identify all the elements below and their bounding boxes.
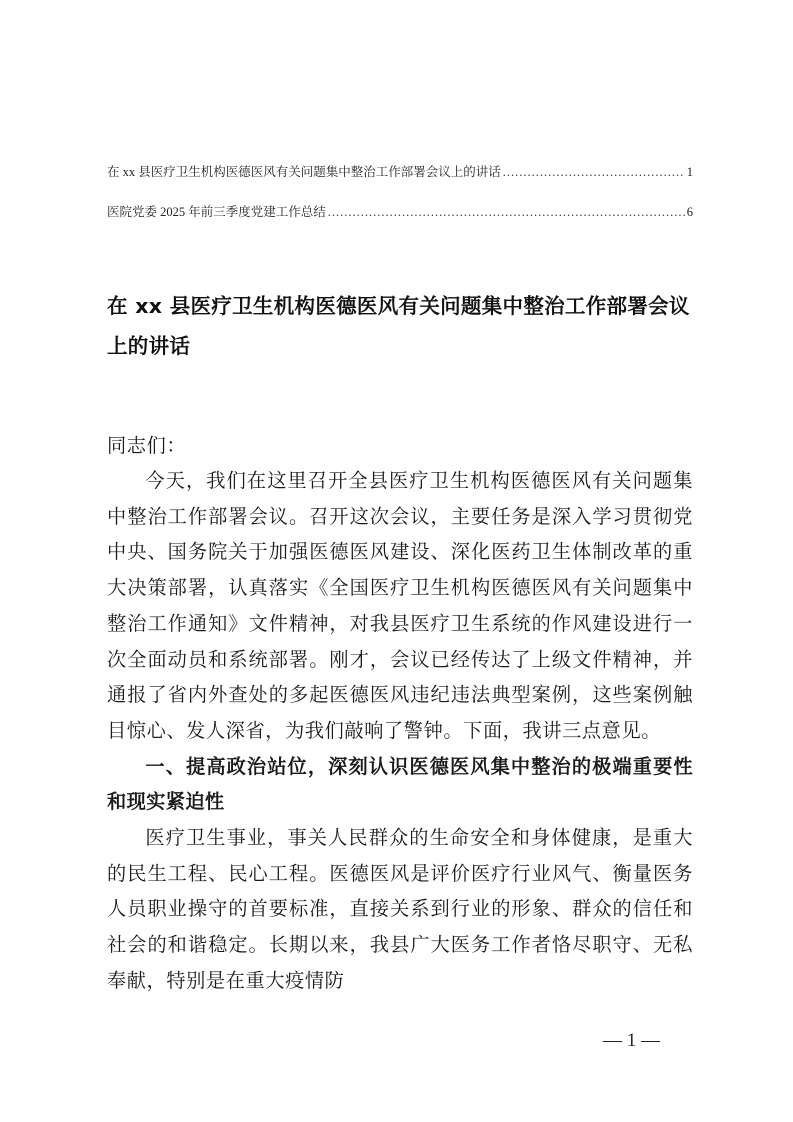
toc-entry-page: 1 (686, 165, 693, 179)
document-title: 在 xx 县医疗卫生机构医德医风有关问题集中整治工作部署会议上的讲话 (107, 294, 690, 358)
salutation: 同志们： (107, 434, 187, 457)
toc-entry-title: 医院党委 2025 年前三季度党建工作总结 (107, 205, 326, 219)
body-paragraph: 医疗卫生事业，事关人民群众的生命安全和身体健康，是重大的民生工程、民心工程。医德医风是评价医疗行业风气、衡量医务人员职业操守的首要标准，直接关系到行业的形象、群众的信任和社会的和谐稳定。长期以来，我县广大医务工作者恪尽职守、无私奉献，特别是在重大疫情防 (107, 826, 693, 992)
page-number: — 1 — (603, 1030, 660, 1051)
toc-entry[interactable] (107, 202, 693, 220)
toc-leader-dots (328, 205, 685, 220)
toc-entry-title: 在 xx 县医疗卫生机构医德医风有关问题集中整治工作部署会议上的讲话 (107, 165, 501, 179)
document-body (107, 463, 693, 999)
toc-leader-dots (503, 165, 685, 180)
toc-entry[interactable] (107, 162, 693, 180)
toc-entry-page: 6 (686, 205, 693, 219)
body-paragraph: 今天，我们在这里召开全县医疗卫生机构医德医风有关问题集中整治工作部署会议。召开这次会议，主要任务是深入学习贯彻党中央、国务院关于加强医德医风建设、深化医药卫生体制改革的重大决策部署，认真落实《全国医疗卫生机构医德医风有关问题集中整治工作通知》文件精神，对我县医疗卫生系统的作风建设进行一次全面动员和系统部署。刚才，会议已经传达了上级文件精神，并通报了省内外查处的多起医德医风违纪违法典型案例，这些案例触目惊心、发人深省，为我们敲响了警钟。下面，我讲三点意见。 (107, 469, 693, 742)
section-heading: 一、提高政治站位，深刻认识医德医风集中整治的极端重要性和现实紧迫性 (107, 754, 693, 814)
